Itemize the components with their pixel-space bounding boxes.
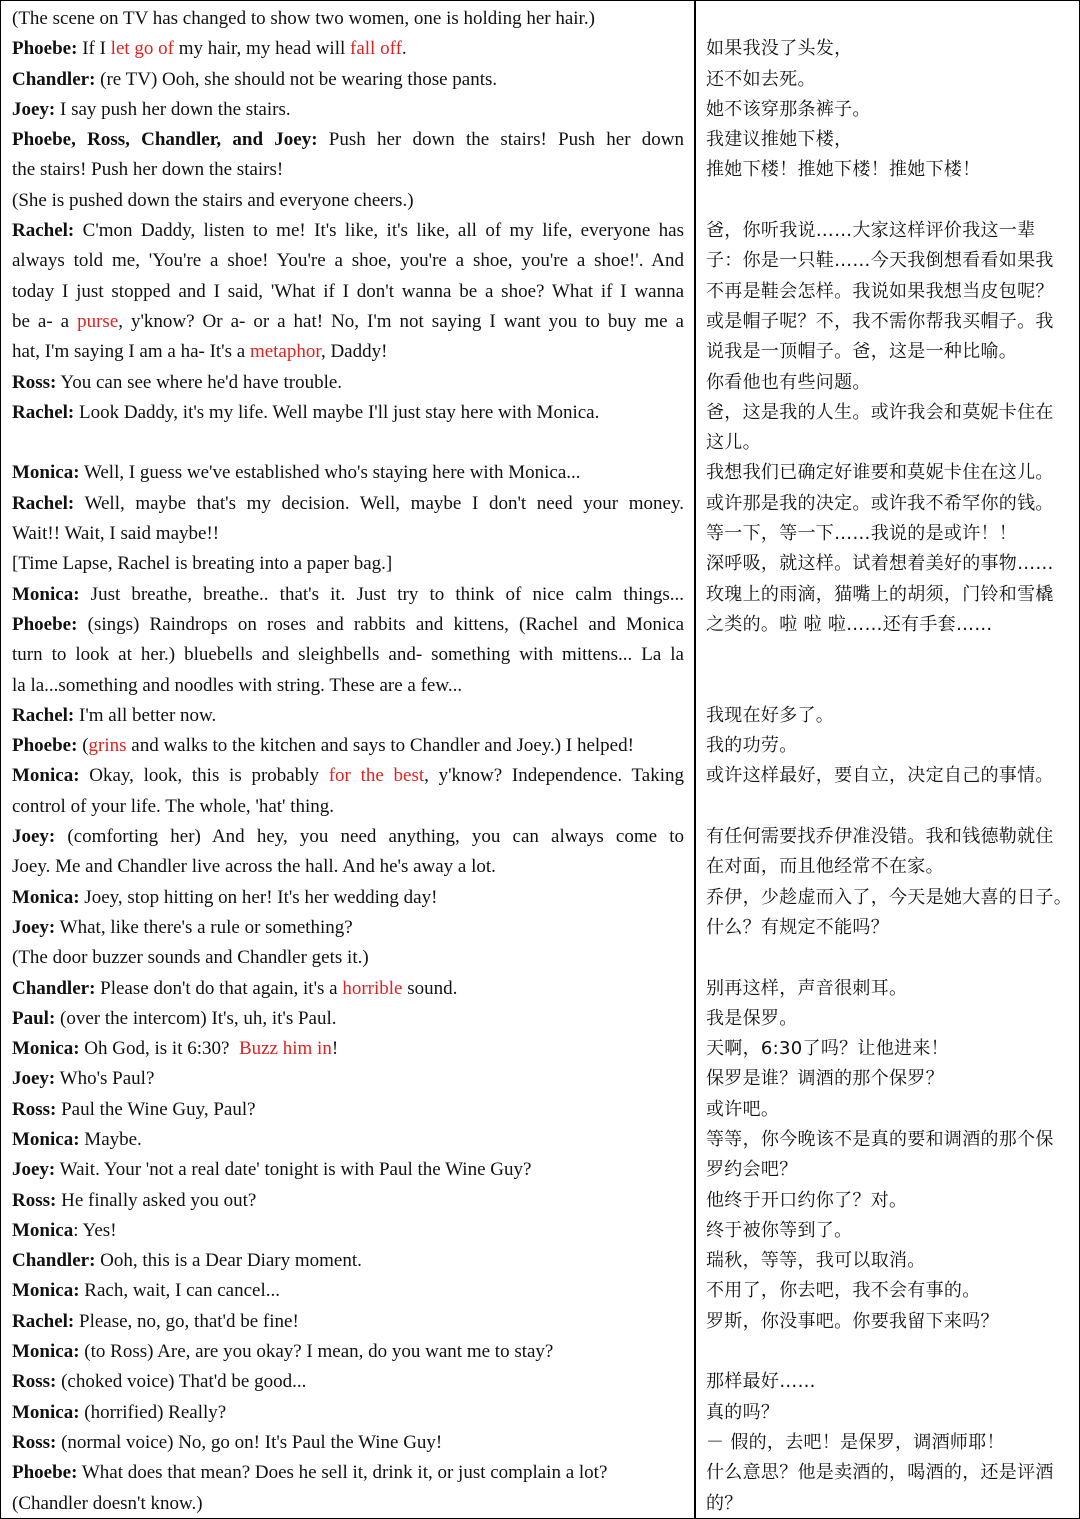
dialogue-continuation: today I just stopped and I said, 'What if I don't wanna be a shoe? What if I wanna bbox=[12, 280, 684, 302]
translation-line: 等一下，等一下……我说的是或许！！ bbox=[706, 523, 1018, 545]
speaker: Monica: bbox=[12, 1341, 80, 1363]
speaker: Rachel: bbox=[12, 401, 75, 423]
translation-line: 罗约会吧？ bbox=[706, 1159, 798, 1181]
stage-direction: [Time Lapse, Rachel is breating into a paper bag.] bbox=[12, 553, 393, 575]
translation-line: 深呼吸，就这样。试着想着美好的事物…… bbox=[706, 553, 1054, 575]
translation-line: 这儿。 bbox=[706, 432, 761, 454]
highlighted-phrase: horrible bbox=[342, 977, 403, 999]
translation-line bbox=[706, 671, 1072, 701]
blank-line bbox=[12, 428, 684, 458]
dialogue-line: Joey: What, like there's a rule or something? bbox=[12, 916, 353, 938]
translation-line: 别再这样，声音很刺耳。 bbox=[706, 977, 908, 999]
translation-line: 如果我没了头发， bbox=[706, 38, 853, 60]
translation-line: 我现在好多了。 bbox=[706, 704, 835, 726]
dialogue-line: Monica: Just breathe, breathe.. that's it. Just try to think of nice calm things... bbox=[12, 583, 684, 605]
dialogue-continuation: control of your life. The whole, 'hat' thing. bbox=[12, 795, 335, 817]
speaker: Monica: bbox=[12, 886, 80, 908]
speaker: Phoebe: bbox=[12, 1462, 78, 1484]
translation-line: 真的吗？ bbox=[706, 1401, 780, 1423]
dialogue-line: Phoebe: What does that mean? Does he sell it, drink it, or just complain a lot? bbox=[12, 1462, 608, 1484]
speaker: Ross: bbox=[12, 1098, 57, 1120]
dialogue-line: Phoebe: (sings) Raindrops on roses and rabbits and kittens, (Rachel and Monica bbox=[12, 613, 684, 635]
stage-direction: (The scene on TV has changed to show two women, one is holding her hair.) bbox=[12, 8, 595, 29]
dialogue-line: Ross: (normal voice) No, go on! It's Paul the Wine Guy! bbox=[12, 1431, 443, 1453]
dialogue-line: Monica: Maybe. bbox=[12, 1128, 142, 1150]
stage-direction: (Chandler doesn't know.) bbox=[12, 1492, 203, 1514]
translation-line: 不再是鞋会怎样。我说如果我想当皮包呢？ bbox=[706, 280, 1054, 302]
speaker: Phoebe: bbox=[12, 613, 78, 635]
translation-line: 保罗是谁？调酒的那个保罗？ bbox=[706, 1068, 944, 1090]
translation-line bbox=[706, 792, 1072, 822]
dialogue-continuation: turn to look at her.) bluebells and sleighbells and- something with mittens... La la bbox=[12, 644, 684, 666]
dialogue-line: Monica: Okay, look, this is probably for the best, y'know? Independence. Taking bbox=[12, 765, 684, 787]
translation-line: 我是保罗。 bbox=[706, 1007, 798, 1029]
dialogue-line: Paul: (over the intercom) It's, uh, it's Paul. bbox=[12, 1007, 337, 1029]
translation-line: 推她下楼！推她下楼！推她下楼！ bbox=[706, 159, 981, 181]
translation-line: 等等，你今晚该不是真的要和调酒的那个保 bbox=[706, 1128, 1054, 1150]
dialogue-line: Monica: (horrified) Really? bbox=[12, 1401, 227, 1423]
dialogue-line: Rachel: C'mon Daddy, listen to me! It's like, it's like, all of my life, everyone has bbox=[12, 220, 684, 242]
translation-line bbox=[706, 4, 1072, 34]
translation-line: 什么？有规定不能吗？ bbox=[706, 916, 889, 938]
column-divider bbox=[694, 1, 696, 1518]
dialogue-continuation: the stairs! Push her down the stairs! bbox=[12, 159, 284, 181]
speaker: Monica: bbox=[12, 1128, 80, 1150]
translation-line: 瑞秋，等等，我可以取消。 bbox=[706, 1250, 926, 1272]
speaker: Chandler: bbox=[12, 1250, 96, 1272]
translation-line: 终于被你等到了。 bbox=[706, 1219, 853, 1241]
translation-line: 天啊，6:30了吗？让他进来！ bbox=[706, 1038, 949, 1060]
translation-line: 她不该穿那条裤子。 bbox=[706, 98, 871, 120]
dialogue-line: Phoebe, Ross, Chandler, and Joey: Push her down the stairs! Push her down bbox=[12, 129, 684, 151]
speaker: Ross: bbox=[12, 371, 57, 393]
translation-line: 我建议推她下楼， bbox=[706, 129, 853, 151]
dialogue-line: Joey: Wait. Your 'not a real date' tonight is with Paul the Wine Guy? bbox=[12, 1159, 532, 1181]
speaker: Rachel: bbox=[12, 492, 75, 514]
dialogue-line: Rachel: Look Daddy, it's my life. Well maybe I'll just stay here with Monica. bbox=[12, 401, 600, 423]
translation-line: 罗斯，你没事吧。你要我留下来吗？ bbox=[706, 1310, 999, 1332]
speaker: Monica bbox=[12, 1219, 74, 1241]
dialogue-line: Monica: Oh God, is it 6:30? Buzz him in! bbox=[12, 1038, 339, 1060]
dialogue-line: Rachel: Well, maybe that's my decision. Well, maybe I don't need your money. bbox=[12, 492, 684, 514]
speaker: Phoebe: bbox=[12, 735, 78, 757]
speaker: Monica: bbox=[12, 462, 80, 484]
translation-line: 爸，你听我说……大家这样评价我这一辈 bbox=[706, 220, 1036, 242]
dialogue-continuation: Wait!! Wait, I said maybe!! bbox=[12, 523, 220, 545]
speaker: Joey: bbox=[12, 916, 56, 938]
translation-line bbox=[706, 186, 1072, 216]
dialogue-continuation: be a- a purse, y'know? Or a- or a hat! No, I'm not saying I want you to buy me a bbox=[12, 310, 684, 332]
highlighted-phrase: for the best bbox=[328, 765, 425, 787]
dialogue-line: Chandler: Please don't do that again, it's a horrible sound. bbox=[12, 977, 458, 999]
dialogue-line: Chandler: (re TV) Ooh, she should not be wearing those pants. bbox=[12, 68, 498, 90]
translation-line: 他终于开口约你了？对。 bbox=[706, 1189, 908, 1211]
translation-line: 子：你是一只鞋……今天我倒想看看如果我 bbox=[706, 250, 1054, 272]
dialogue-line: Chandler: Ooh, this is a Dear Diary moment. bbox=[12, 1250, 362, 1272]
chinese-column bbox=[706, 4, 1072, 1519]
translation-line: 或是帽子呢？不，我不需你帮我买帽子。我 bbox=[706, 310, 1054, 332]
dialogue-line: Ross: (choked voice) That'd be good... bbox=[12, 1371, 307, 1393]
translation-line bbox=[706, 943, 1072, 973]
speaker: Phoebe: bbox=[12, 38, 78, 60]
dialogue-line: Ross: Paul the Wine Guy, Paul? bbox=[12, 1098, 256, 1120]
translation-line: 说我是一顶帽子。爸，这是一种比喻。 bbox=[706, 341, 1018, 363]
speaker: Monica: bbox=[12, 1038, 80, 1060]
translation-line: 在对面，而且他经常不在家。 bbox=[706, 856, 944, 878]
translation-line: 你看他也有些问题。 bbox=[706, 371, 871, 393]
speaker: Monica: bbox=[12, 1401, 80, 1423]
speaker: Joey: bbox=[12, 98, 56, 120]
dialogue-line: Phoebe: (grins and walks to the kitchen and says to Chandler and Joey.) I helped! bbox=[12, 735, 634, 757]
speaker: Chandler: bbox=[12, 68, 96, 90]
dialogue-continuation: Joey. Me and Chandler live across the hall. And he's away a lot. bbox=[12, 856, 496, 878]
highlighted-phrase: Buzz him in bbox=[238, 1038, 332, 1060]
speaker: Rachel: bbox=[12, 1310, 75, 1332]
highlighted-phrase: fall off bbox=[350, 38, 402, 60]
translation-line: 不用了，你去吧，我不会有事的。 bbox=[706, 1280, 981, 1302]
translation-line: 我想我们已确定好谁要和莫妮卡住在这儿。 bbox=[706, 462, 1054, 484]
dialogue-line: Joey: (comforting her) And hey, you need anything, you can always come to bbox=[12, 826, 684, 848]
translation-line: 或许吧。 bbox=[706, 1098, 780, 1120]
dialogue-line: Joey: I say push her down the stairs. bbox=[12, 98, 291, 120]
dialogue-line: Ross: You can see where he'd have trouble. bbox=[12, 371, 343, 393]
dialogue-continuation: always told me, 'You're a shoe! You're a shoe, you're a shoe, you're a shoe!'. And bbox=[12, 250, 684, 272]
highlighted-phrase: metaphor bbox=[249, 341, 321, 363]
dialogue-line: Ross: He finally asked you out? bbox=[12, 1189, 257, 1211]
translation-line: 什么意思？他是卖酒的，喝酒的，还是评酒 bbox=[706, 1462, 1054, 1484]
dialogue-line: Rachel: I'm all better now. bbox=[12, 704, 217, 726]
translation-line bbox=[706, 640, 1072, 670]
highlighted-phrase: grins bbox=[88, 735, 127, 757]
highlighted-phrase: let go of bbox=[110, 38, 174, 60]
speaker: Ross: bbox=[12, 1189, 57, 1211]
translation-line: 或许这样最好，要自立，决定自己的事情。 bbox=[706, 765, 1054, 787]
dialogue-line: Rachel: Please, no, go, that'd be fine! bbox=[12, 1310, 299, 1332]
speaker: Paul: bbox=[12, 1007, 56, 1029]
speaker: Phoebe, Ross, Chandler, and Joey: bbox=[12, 129, 318, 151]
speaker: Monica: bbox=[12, 1280, 80, 1302]
translation-line: 有任何需要找乔伊准没错。我和钱德勒就住 bbox=[706, 826, 1054, 848]
speaker: Monica: bbox=[12, 765, 80, 787]
translation-line: 那样最好…… bbox=[706, 1371, 816, 1393]
dialogue-line: Phoebe: If I let go of my hair, my head will fall off. bbox=[12, 38, 407, 60]
dialogue-continuation: hat, I'm saying I am a ha- It's a metaphor, Daddy! bbox=[12, 341, 388, 363]
translation-line: 乔伊，少趁虚而入了，今天是她大喜的日子。 bbox=[706, 886, 1072, 908]
dialogue-line: Monica: (to Ross) Are, are you okay? I mean, do you want me to stay? bbox=[12, 1341, 554, 1363]
translation-line: － 假的，去吧！是保罗，调酒师耶！ bbox=[706, 1431, 1005, 1453]
stage-direction: (The door buzzer sounds and Chandler gets it.) bbox=[12, 947, 369, 969]
english-column bbox=[12, 4, 684, 1519]
speaker: Rachel: bbox=[12, 220, 75, 242]
translation-line: 之类的。啦 啦 啦……还有手套…… bbox=[706, 613, 993, 635]
translation-line: 或许那是我的决定。或许我不希罕你的钱。 bbox=[706, 492, 1054, 514]
dialogue-line: Monica: Joey, stop hitting on her! It's her wedding day! bbox=[12, 886, 438, 908]
translation-line: 爸，这是我的人生。或许我会和莫妮卡住在 bbox=[706, 401, 1054, 423]
speaker: Joey: bbox=[12, 1159, 56, 1181]
dialogue-line: Joey: Who's Paul? bbox=[12, 1068, 155, 1090]
speaker: Joey: bbox=[12, 1068, 56, 1090]
speaker: Rachel: bbox=[12, 704, 75, 726]
translation-line bbox=[706, 1337, 1072, 1367]
speaker: Joey: bbox=[12, 826, 56, 848]
highlighted-phrase: purse bbox=[77, 310, 119, 332]
speaker: Ross: bbox=[12, 1371, 57, 1393]
translation-line: 的？ bbox=[706, 1492, 743, 1514]
speaker: Chandler: bbox=[12, 977, 96, 999]
dialogue-continuation: la la...something and noodles with string. These are a few... bbox=[12, 674, 463, 696]
speaker: Ross: bbox=[12, 1431, 57, 1453]
dialogue-line: Monica: Yes! bbox=[12, 1219, 117, 1241]
translation-line: 我的功劳。 bbox=[706, 735, 798, 757]
stage-direction: (She is pushed down the stairs and everyone cheers.) bbox=[12, 189, 414, 211]
dialogue-line: Monica: Well, I guess we've established who's staying here with Monica... bbox=[12, 462, 581, 484]
speaker: Monica: bbox=[12, 583, 80, 605]
dialogue-line: Monica: Rach, wait, I can cancel... bbox=[12, 1280, 281, 1302]
translation-line: 玫瑰上的雨滴，猫嘴上的胡须，门铃和雪橇 bbox=[706, 583, 1054, 605]
translation-line: 还不如去死。 bbox=[706, 68, 816, 90]
